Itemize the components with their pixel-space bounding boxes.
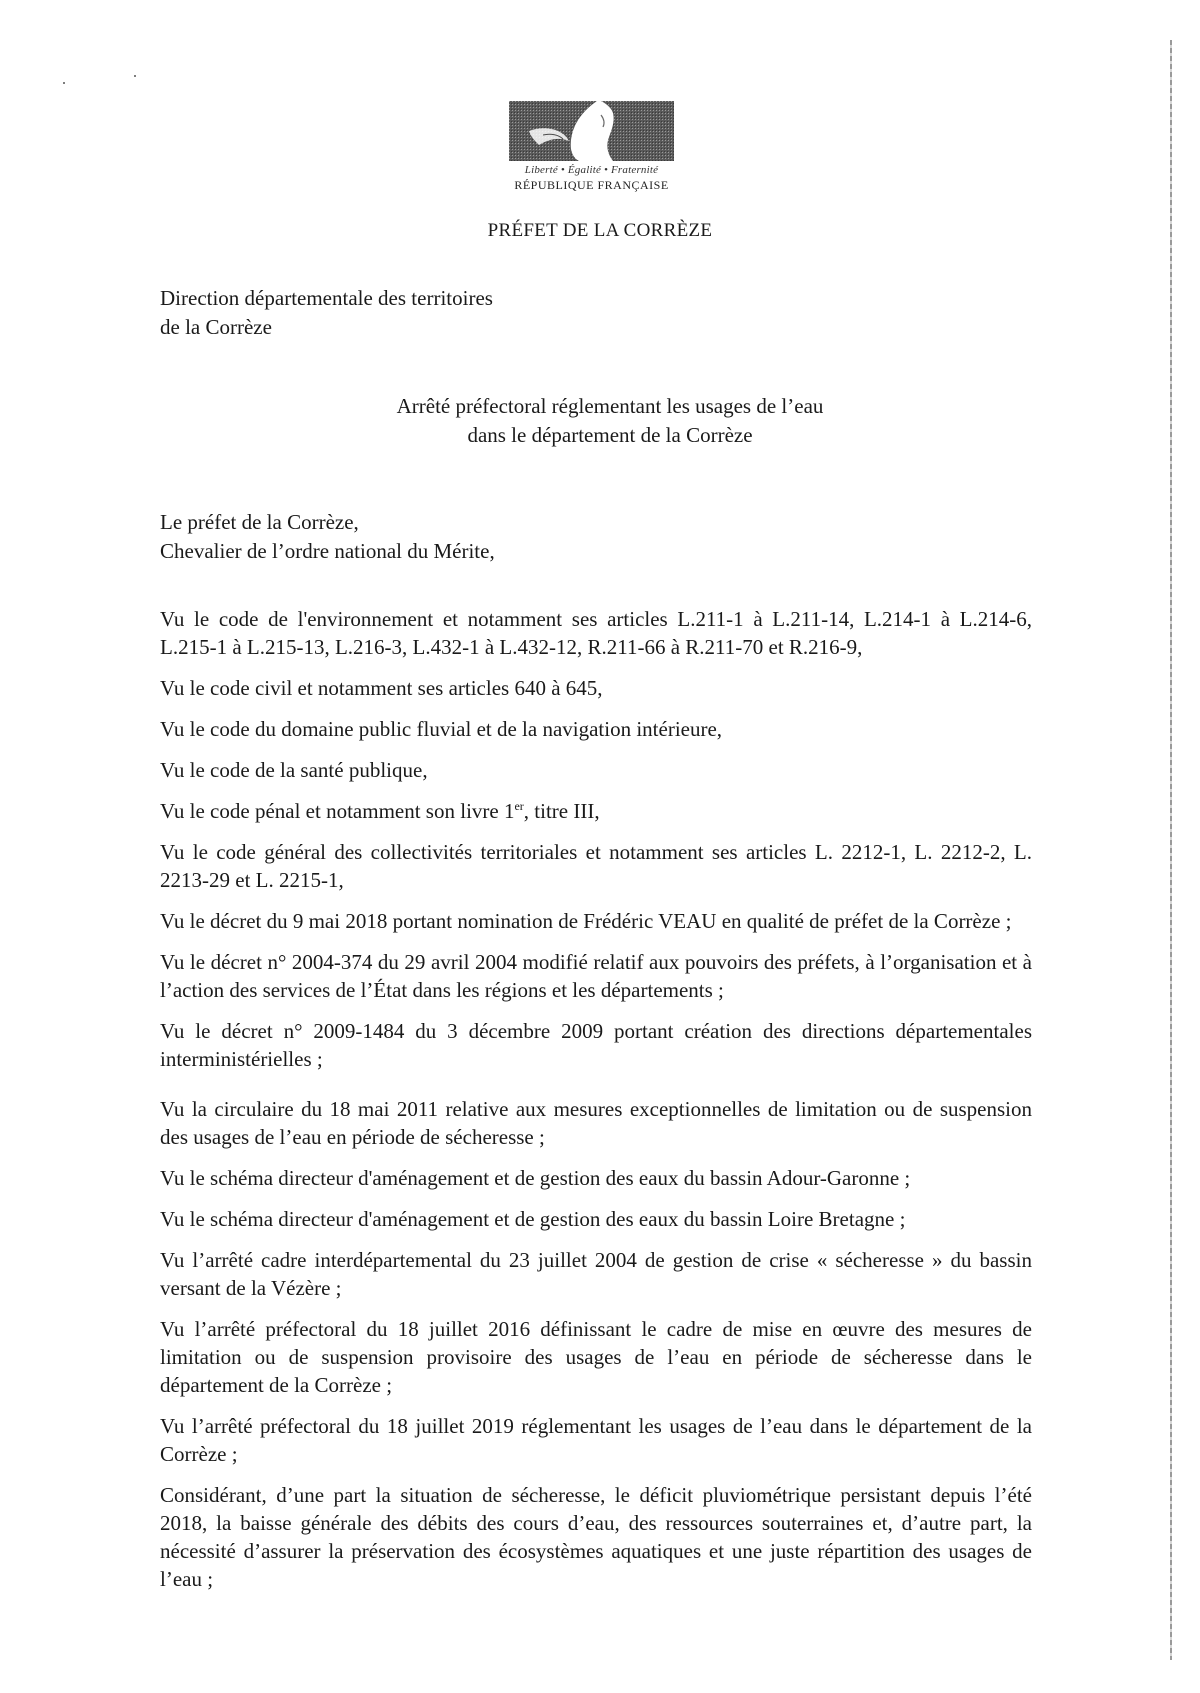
scan-speck <box>63 82 65 84</box>
visa-paragraph: Vu l’arrêté préfectoral du 18 juillet 2016 définissant le cadre de mise en œuvre des mesures de limitation ou de suspension provisoire des usages de l’eau en période de sécheresse dans le département de la Corrèze ; <box>160 1317 1032 1397</box>
visa-paragraph: Vu l’arrêté préfectoral du 18 juillet 2019 réglementant les usages de l’eau dans le département de la Corrèze ; <box>160 1414 1032 1466</box>
visa-paragraph: Vu le décret n° 2009-1484 du 3 décembre 2009 portant création des directions départementales interministérielles ; <box>160 1019 1032 1071</box>
issuing-direction <box>160 284 493 342</box>
visa-paragraph: Vu le code de l'environnement et notamment ses articles L.211-1 à L.211-14, L.214-1 à L.214-6, L.215-1 à L.215-13, L.216-3, L.432-1 à L.432-12, R.211-66 à R.211-70 et R.216-9, <box>160 607 1032 659</box>
visa-paragraph: Vu le décret n° 2004-374 du 29 avril 2004 modifié relatif aux pouvoirs des préfets, à l’organisation et à l’action des services de l’État dans les régions et les départements ; <box>160 950 1032 1002</box>
visa-paragraph: Vu le code général des collectivités territoriales et notamment ses articles L. 2212-1, L. 2212-2, L. 2213-29 et L. 2215-1, <box>160 840 1032 892</box>
visa-text: , titre III, <box>523 799 600 823</box>
republique-francaise-label: RÉPUBLIQUE FRANÇAISE <box>514 178 669 192</box>
visa-paragraph: Vu le code de la santé publique, <box>160 758 428 782</box>
prefet-intro <box>160 508 495 566</box>
scan-speck <box>134 75 136 77</box>
visa-paragraph: Vu le schéma directeur d'aménagement et de gestion des eaux du bassin Adour-Garonne ; <box>160 1166 911 1190</box>
intro-line: Chevalier de l’ordre national du Mérite, <box>160 539 495 563</box>
prefet-heading: PRÉFET DE LA CORRÈZE <box>487 220 713 241</box>
republique-logo <box>509 101 674 193</box>
visa-paragraph: Vu le code du domaine public fluvial et de la navigation intérieure, <box>160 717 723 741</box>
visa-paragraph: Vu l’arrêté cadre interdépartemental du 23 juillet 2004 de gestion de crise « sécheresse » du bassin versant de la Vézère ; <box>160 1248 1032 1300</box>
visa-superscript: er <box>514 799 524 813</box>
scan-edge-line <box>1170 40 1172 1660</box>
republique-motto: Liberté • Égalité • Fraternité <box>524 164 659 176</box>
visa-text: Vu le code pénal et notamment son livre 1 <box>160 799 515 823</box>
visa-paragraph: Vu la circulaire du 18 mai 2011 relative aux mesures exceptionnelles de limitation ou de suspension des usages de l’eau en période de sécheresse ; <box>160 1097 1032 1149</box>
arrete-title-line: dans le département de la Corrèze <box>467 423 753 447</box>
visa-paragraph <box>160 797 1032 825</box>
visa-paragraph: Vu le schéma directeur d'aménagement et de gestion des eaux du bassin Loire Bretagne ; <box>160 1207 906 1231</box>
direction-line: de la Corrèze <box>160 315 272 339</box>
marianne-logo-icon <box>509 101 674 161</box>
considerant-paragraph: Considérant, d’une part la situation de sécheresse, le déficit pluviométrique persistant depuis l’été 2018, la baisse générale des débits des cours d’eau, des ressources souterraines et, d’autre part, la nécessité d’assurer la préservation des écosystèmes aquatiques et une juste répartition des usages de l’eau ; <box>160 1483 1032 1591</box>
visa-paragraph: Vu le code civil et notamment ses articles 640 à 645, <box>160 676 603 700</box>
arrete-title <box>300 392 920 450</box>
arrete-title-line: Arrêté préfectoral réglementant les usages de l’eau <box>396 394 824 418</box>
direction-line: Direction départementale des territoires <box>160 286 493 310</box>
visa-paragraph: Vu le décret du 9 mai 2018 portant nomination de Frédéric VEAU en qualité de préfet de la Corrèze ; <box>160 909 1012 933</box>
visas-list <box>160 605 1032 1606</box>
intro-line: Le préfet de la Corrèze, <box>160 510 359 534</box>
